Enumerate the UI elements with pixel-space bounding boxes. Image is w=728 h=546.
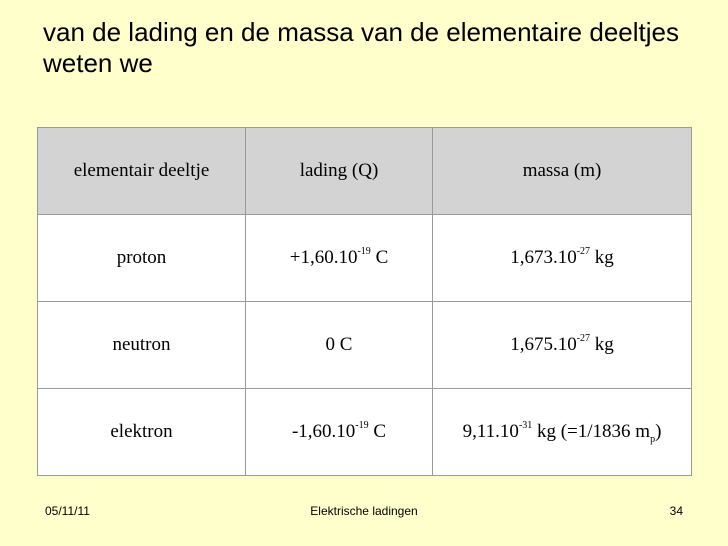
- charge-cell: [246, 215, 433, 302]
- particle-name: elektron: [38, 389, 246, 476]
- mass-note: (=1/1836 m: [560, 421, 651, 442]
- mass-exponent: -27: [576, 246, 591, 257]
- footer-title: Elektrische ladingen: [310, 504, 418, 518]
- table-row: [38, 302, 692, 389]
- mass-note-close: ): [655, 421, 662, 442]
- mass-unit: kg: [594, 247, 614, 268]
- mass-unit: kg: [594, 334, 614, 355]
- mass-note-subscript: p: [650, 434, 656, 445]
- mass-mantissa: 9,11.10: [462, 421, 519, 442]
- mass-exponent: -27: [576, 333, 591, 344]
- charge-mantissa: +1,60.10: [289, 247, 358, 268]
- charge-unit: C: [375, 247, 389, 268]
- mass-cell: [433, 302, 692, 389]
- particle-table: [37, 127, 692, 476]
- mass-unit: kg: [536, 421, 556, 442]
- table-row: [38, 389, 692, 476]
- particle-name: proton: [38, 215, 246, 302]
- mass-mantissa: 1,673.10: [510, 247, 577, 268]
- charge-cell: [246, 389, 433, 476]
- charge-exponent: -19: [355, 420, 369, 431]
- mass-cell: [433, 389, 692, 476]
- charge-unit: C: [373, 421, 387, 442]
- table-row: [38, 215, 692, 302]
- charge-cell: 0 C: [246, 302, 433, 389]
- mass-mantissa: 1,675.10: [510, 334, 577, 355]
- charge-exponent: -19: [357, 246, 371, 257]
- slide-heading: van de lading en de massa van de elementaire deeltjes weten we: [43, 17, 679, 78]
- footer-date: 05/11/11: [45, 504, 90, 518]
- charge-mantissa: -1,60.10: [291, 421, 356, 442]
- mass-exponent: -31: [518, 420, 533, 431]
- header-particle: elementair deeltje: [38, 128, 246, 215]
- table-header-row: [38, 128, 692, 215]
- particle-name: neutron: [38, 302, 246, 389]
- header-charge: lading (Q): [246, 128, 433, 215]
- header-mass: massa (m): [433, 128, 692, 215]
- page-number: 34: [669, 504, 683, 518]
- mass-cell: [433, 215, 692, 302]
